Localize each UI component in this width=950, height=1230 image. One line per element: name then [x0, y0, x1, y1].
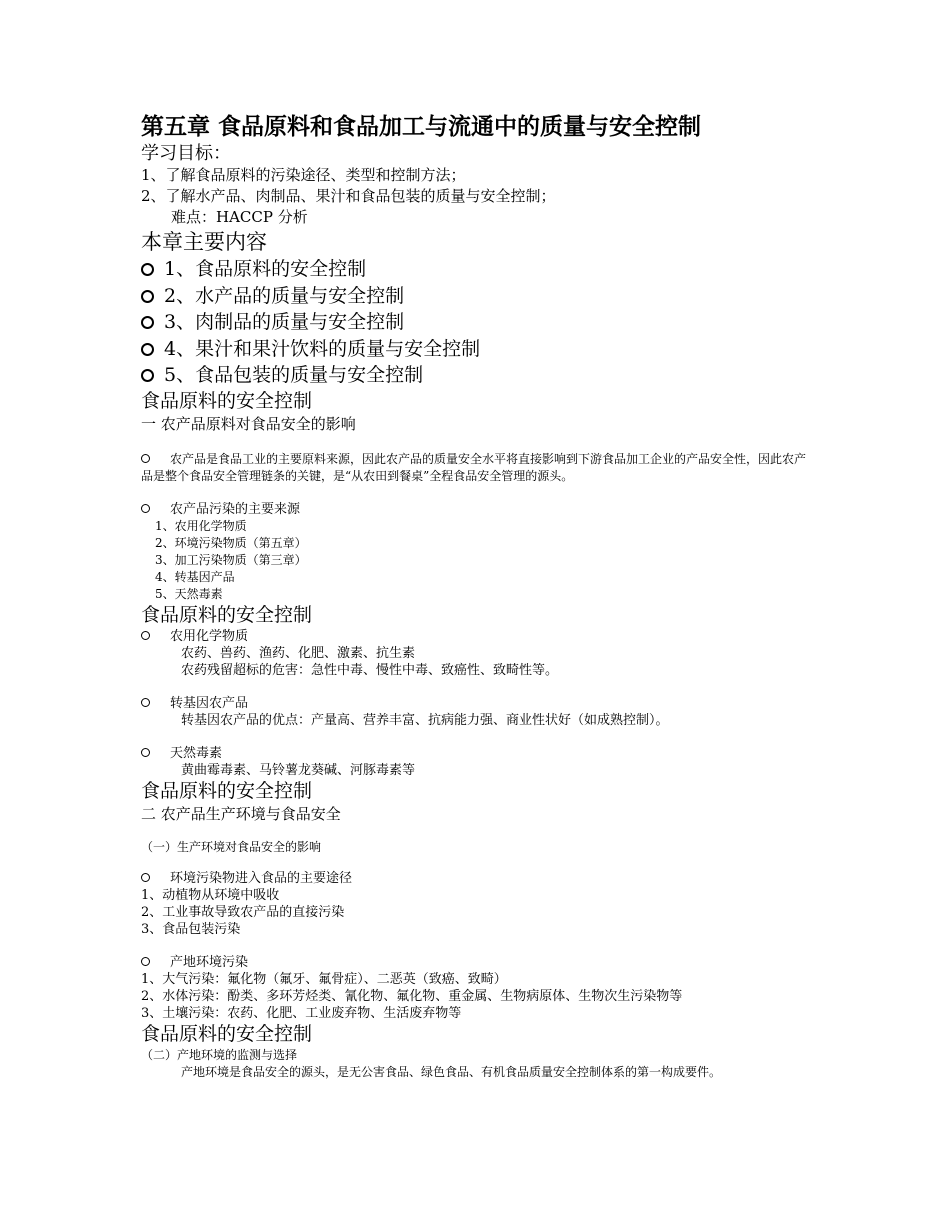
section-heading: 食品原料的安全控制: [141, 779, 313, 802]
sub-heading: （二）产地环境的监测与选择: [141, 1047, 298, 1062]
content-list-item: 3、肉制品的质量与安全控制: [141, 309, 821, 336]
sources-heading: 农产品污染的主要来源: [141, 501, 821, 518]
bullet-circle-icon: [141, 263, 154, 276]
objective-item: 1、了解食品原料的污染途径、类型和控制方法；: [141, 166, 466, 184]
source-item: 2、环境污染物质（第五章）: [155, 535, 307, 550]
gmo-line: 转基因农产品的优点：产量高、营养丰富、抗病能力强、商业性状好（如成熟控制）。: [181, 712, 669, 728]
env-item: 1、大气污染：氟化物（氟牙、氟骨症）、二恶英（致癌、致畸）: [141, 971, 507, 987]
source-item: 4、转基因产品: [155, 569, 235, 584]
bullet-circle-icon: [141, 290, 154, 303]
chem-line: 农药残留超标的危害：急性中毒、慢性中毒、致癌性、致畸性等。: [181, 662, 559, 678]
source-item: 1、农用化学物质: [155, 518, 247, 533]
objectives-heading: 学习目标：: [141, 143, 231, 164]
chem-heading: 农用化学物质: [141, 628, 821, 645]
chapter-title: 第五章 食品原料和食品加工与流通中的质量与安全控制: [141, 114, 702, 140]
section-subheading: 一 农产品原料对食品安全的影响: [141, 414, 356, 433]
bullet-circle-icon: [141, 454, 150, 463]
document-page: [141, 112, 821, 1081]
bullet-circle-icon: [141, 698, 150, 707]
sub-heading: （一）生产环境对食品安全的影响: [141, 839, 322, 854]
path-item: 1、动植物从环境中吸收: [141, 887, 280, 903]
section-heading: 食品原料的安全控制: [141, 1022, 313, 1045]
section-heading: 食品原料的安全控制: [141, 389, 313, 412]
bullet-circle-icon: [141, 504, 150, 513]
env-item: 2、水体污染：酚类、多环芳烃类、氰化物、氟化物、重金属、生物病原体、生物次生污染物等: [141, 988, 683, 1004]
content-list-item: 2、水产品的质量与安全控制: [141, 283, 821, 310]
bullet-circle-icon: [141, 631, 150, 640]
objective-item: 2、了解水产品、肉制品、果汁和食品包装的质量与安全控制；: [141, 187, 556, 205]
section-subheading: 二 农产品生产环境与食品安全: [141, 804, 341, 823]
bullet-circle-icon: [141, 369, 154, 382]
main-content-heading: 本章主要内容: [141, 230, 267, 254]
content-list-item: 1、食品原料的安全控制: [141, 256, 821, 283]
env-heading: 产地环境污染: [141, 954, 821, 971]
bullet-circle-icon: [141, 748, 150, 757]
difficulty-note: 难点：HACCP 分析: [171, 208, 308, 226]
toxin-line: 黄曲霉毒素、马铃薯龙葵碱、河豚毒素等: [181, 762, 416, 778]
env-source-line: 产地环境是食品安全的源头，是无公害食品、绿色食品、有机食品质量安全控制体系的第一构成要件。: [181, 1064, 722, 1079]
bullet-circle-icon: [141, 316, 154, 329]
source-item: 3、加工污染物质（第三章）: [155, 552, 307, 567]
content-list-item: 5、食品包装的质量与安全控制: [141, 362, 821, 389]
env-item: 3、土壤污染：农药、化肥、工业废弃物、生活废弃物等: [141, 1005, 462, 1021]
chem-line: 农药、兽药、渔药、化肥、激素、抗生素: [181, 645, 416, 661]
source-item: 5、天然毒素: [155, 586, 223, 601]
paths-heading: 环境污染物进入食品的主要途径: [141, 870, 821, 887]
bullet-circle-icon: [141, 957, 150, 966]
bullet-circle-icon: [141, 343, 154, 356]
toxin-heading: 天然毒素: [141, 745, 821, 762]
section-heading: 食品原料的安全控制: [141, 603, 313, 626]
path-item: 3、食品包装污染: [141, 921, 241, 937]
gmo-heading: 转基因农产品: [141, 695, 821, 712]
path-item: 2、工业事故导致农产品的直接污染: [141, 904, 345, 920]
content-list-item: 4、果汁和果汁饮料的质量与安全控制: [141, 336, 821, 363]
intro-paragraph: 农产品是食品工业的主要原料来源，因此农产品的质量安全水平将直接影响到下游食品加工企业的产品安全性，因此农产品是整个食品安全管理链条的关键，是“从农田到餐桌”全程食品安全管理的源头。: [141, 451, 807, 483]
bullet-circle-icon: [141, 873, 150, 882]
